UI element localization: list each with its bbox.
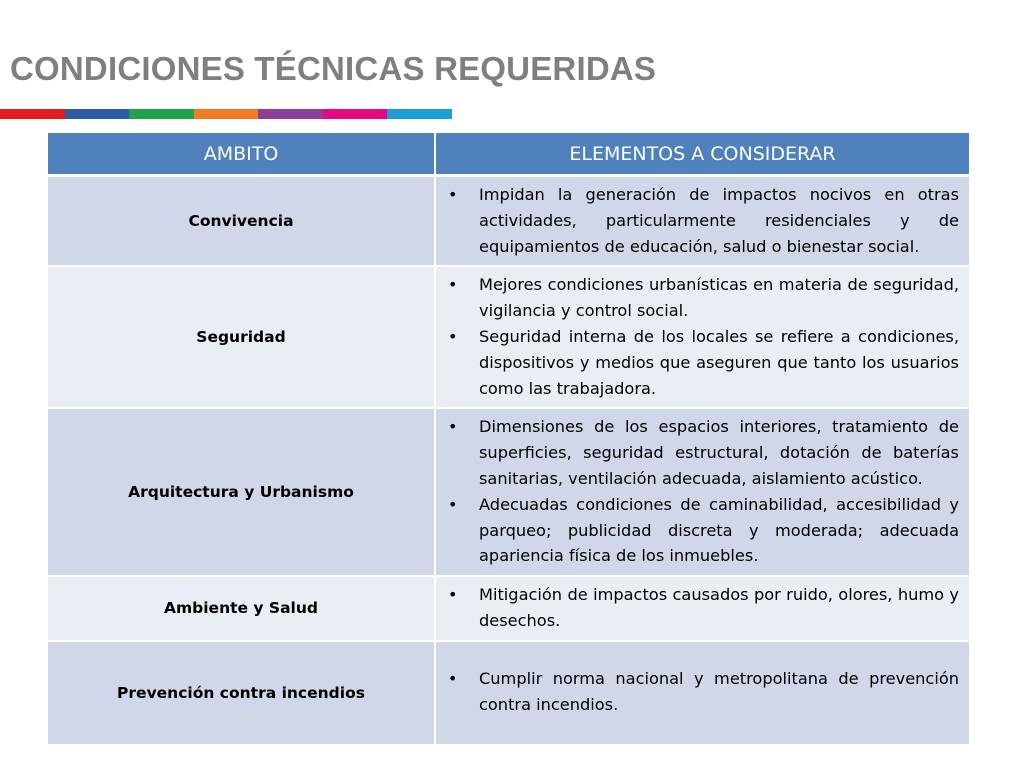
table-row [48,641,969,745]
bullet-icon: • [448,185,458,204]
elementos-cell [435,408,969,576]
bullet-list [446,666,959,718]
bullet-icon: • [448,669,458,689]
elementos-cell [435,176,969,267]
bullet-text: Impidan la generación de impactos nocivos en otras actividades, particularmente residenciales y de equipamientos de educación, salud o bienestar social. [479,185,959,256]
elementos-cell [435,641,969,745]
color-stripe-bar [0,109,452,119]
table-row [48,576,969,641]
bullet-icon: • [448,275,458,295]
color-stripe [323,109,388,119]
bullet-text: Mitigación de impactos causados por ruido, olores, humo y desechos. [479,585,959,630]
color-stripe [258,109,323,119]
list-item [446,324,959,401]
ambito-cell: Seguridad [48,266,435,408]
bullet-icon: • [448,585,458,605]
header-ambito: AMBITO [48,133,435,176]
ambito-cell: Convivencia [48,176,435,267]
bullet-list [446,272,959,401]
bullet-icon: • [448,494,458,514]
list-item [446,272,959,324]
table-row [48,266,969,408]
bullet-text: Mejores condiciones urbanísticas en materia de seguridad, vigilancia y control social. [479,275,959,321]
list-item [446,582,959,634]
list-item [446,414,959,491]
bullet-list [446,182,959,259]
header-elementos: ELEMENTOS A CONSIDERAR [435,133,969,176]
bullet-icon: • [448,417,458,437]
list-item [446,182,959,259]
elementos-cell [435,576,969,641]
ambito-cell: Ambiente y Salud [48,576,435,641]
bullet-text: Dimensiones de los espacios interiores, tratamiento de superficies, seguridad estructural, dotación de baterías sanitarias, ventilación adecuada, aislamiento acústico. [479,417,959,488]
list-item [446,666,959,718]
slide-title: CONDICIONES TÉCNICAS REQUERIDAS [10,50,657,87]
ambito-cell: Prevención contra incendios [48,641,435,745]
bullet-text: Adecuadas condiciones de caminabilidad, accesibilidad y parqueo; publicidad discreta y moderada; adecuada apariencia física de los inmuebles. [479,494,959,566]
bullet-icon: • [448,326,458,346]
table-row [48,408,969,576]
color-stripe [194,109,259,119]
table-row [48,176,969,267]
ambito-cell: Arquitectura y Urbanismo [48,408,435,576]
bullet-list [446,582,959,634]
requirements-table [48,133,969,746]
elementos-cell [435,266,969,408]
color-stripe [0,109,65,119]
table-header-row [48,133,969,176]
list-item [446,492,959,569]
bullet-text: Cumplir norma nacional y metropolitana de prevención contra incendios. [479,669,959,715]
color-stripe [387,109,452,119]
bullet-text: Seguridad interna de los locales se refiere a condiciones, dispositivos y medios que aseguren que tanto los usuarios como las trabajadora. [479,326,959,398]
color-stripe [65,109,130,119]
color-stripe [129,109,194,119]
bullet-list [446,414,959,569]
